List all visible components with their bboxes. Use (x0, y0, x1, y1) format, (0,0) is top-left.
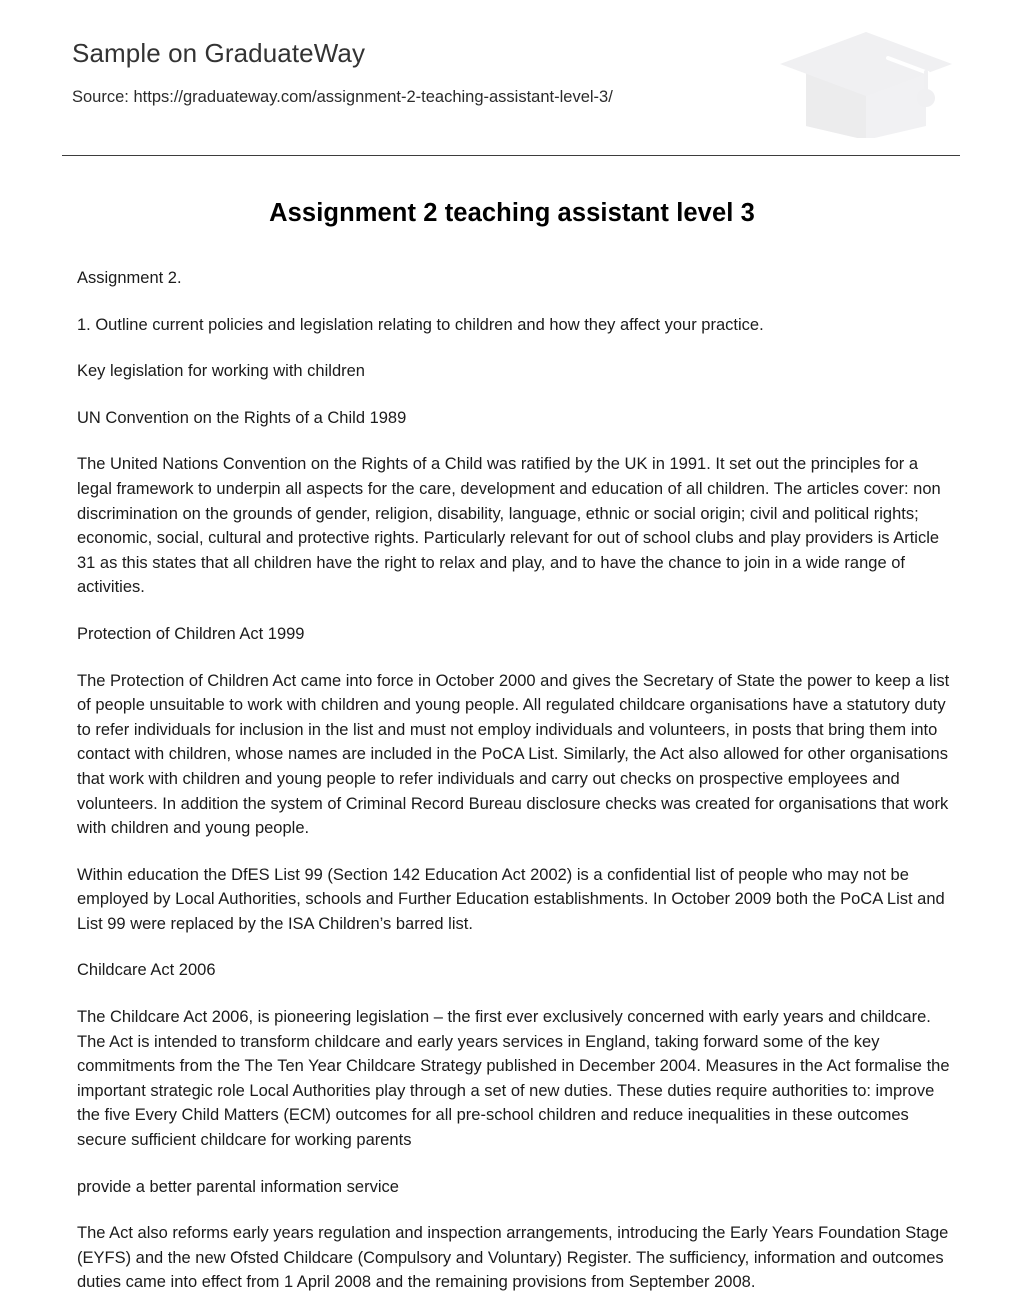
paragraph: The Childcare Act 2006, is pioneering legislation – the first ever exclusively concerned with early years and childcare. The Act is intended to transform childcare and early years services in England, taking forward some of the key commitments from the The Ten Year Childcare Strategy published in December 2004. Measures in the Act formalise the important strategic role Local Authorities play through a set of new duties. These duties require authorities to: improve the five Every Child Matters (ECM) outcomes for all pre-school children and reduce inequalities in these outcomes secure sufficient childcare for working parents (77, 1008, 950, 1150)
source-url[interactable]: https://graduateway.com/assignment-2-teaching-assistant-level-3/ (133, 88, 613, 107)
paragraph: Key legislation for working with children (77, 362, 365, 381)
page-header (0, 0, 1024, 118)
page-title: Assignment 2 teaching assistant level 3 (269, 199, 755, 227)
paragraph: Within education the DfES List 99 (Section 142 Education Act 2002) is a confidential list of people who may not be employed by Local Authorities, schools and Further Education establishments. In October 2009 both the PoCA List and List 99 were replaced by the ISA Children’s barred list. (77, 865, 945, 933)
paragraph: provide a better parental information service (77, 1177, 399, 1196)
document-body (77, 266, 951, 1295)
paragraph: 1. Outline current policies and legislation relating to children and how they affect your practice. (77, 315, 764, 334)
paragraph: Childcare Act 2006 (77, 961, 216, 980)
paragraph: The United Nations Convention on the Rights of a Child was ratified by the UK in 1991. It set out the principles for a legal framework to underpin all aspects for the care, development and education of all children. The articles cover: non discrimination on the grounds of gender, religion, disability, language, ethnic or social origin; civil and political rights; economic, social, cultural and protective rights. Particularly relevant for out of school clubs and play providers is Article 31 as this states that all children have the right to relax and play, and to have the chance to join in a wide range of activities. (77, 455, 941, 597)
paragraph: Assignment 2. (77, 269, 182, 287)
header-divider (62, 155, 960, 156)
source-label: Source: (72, 88, 129, 107)
paragraph: The Protection of Children Act came into force in October 2000 and gives the Secretary of State the power to keep a list of people unsuitable to work with children and young people. All regulated childcare organisations have a statutory duty to refer individuals for inclusion in the list and must not employ individuals and volunteers, in posts that bring them into contact with children, whose names are included in the PoCA List. Similarly, the Act also allowed for other organisations that work with children and young people to refer individuals and carry out checks on prospective employees and volunteers. In addition the system of Criminal Record Bureau disclosure checks was created for organisations that work with children and young people. (77, 671, 950, 838)
paragraph: The Act also reforms early years regulation and inspection arrangements, introducing the Early Years Foundation Stage (EYFS) and the new Ofsted Childcare (Compulsory and Voluntary) Register. The sufficiency, information and outcomes duties came into effect from 1 April 2008 and the remaining provisions from September 2008. (77, 1224, 949, 1292)
paragraph: UN Convention on the Rights of a Child 1989 (77, 408, 407, 427)
site-name: Sample on GraduateWay (72, 38, 366, 68)
paragraph: Protection of Children Act 1999 (77, 624, 305, 643)
graduation-cap-icon (766, 28, 966, 138)
